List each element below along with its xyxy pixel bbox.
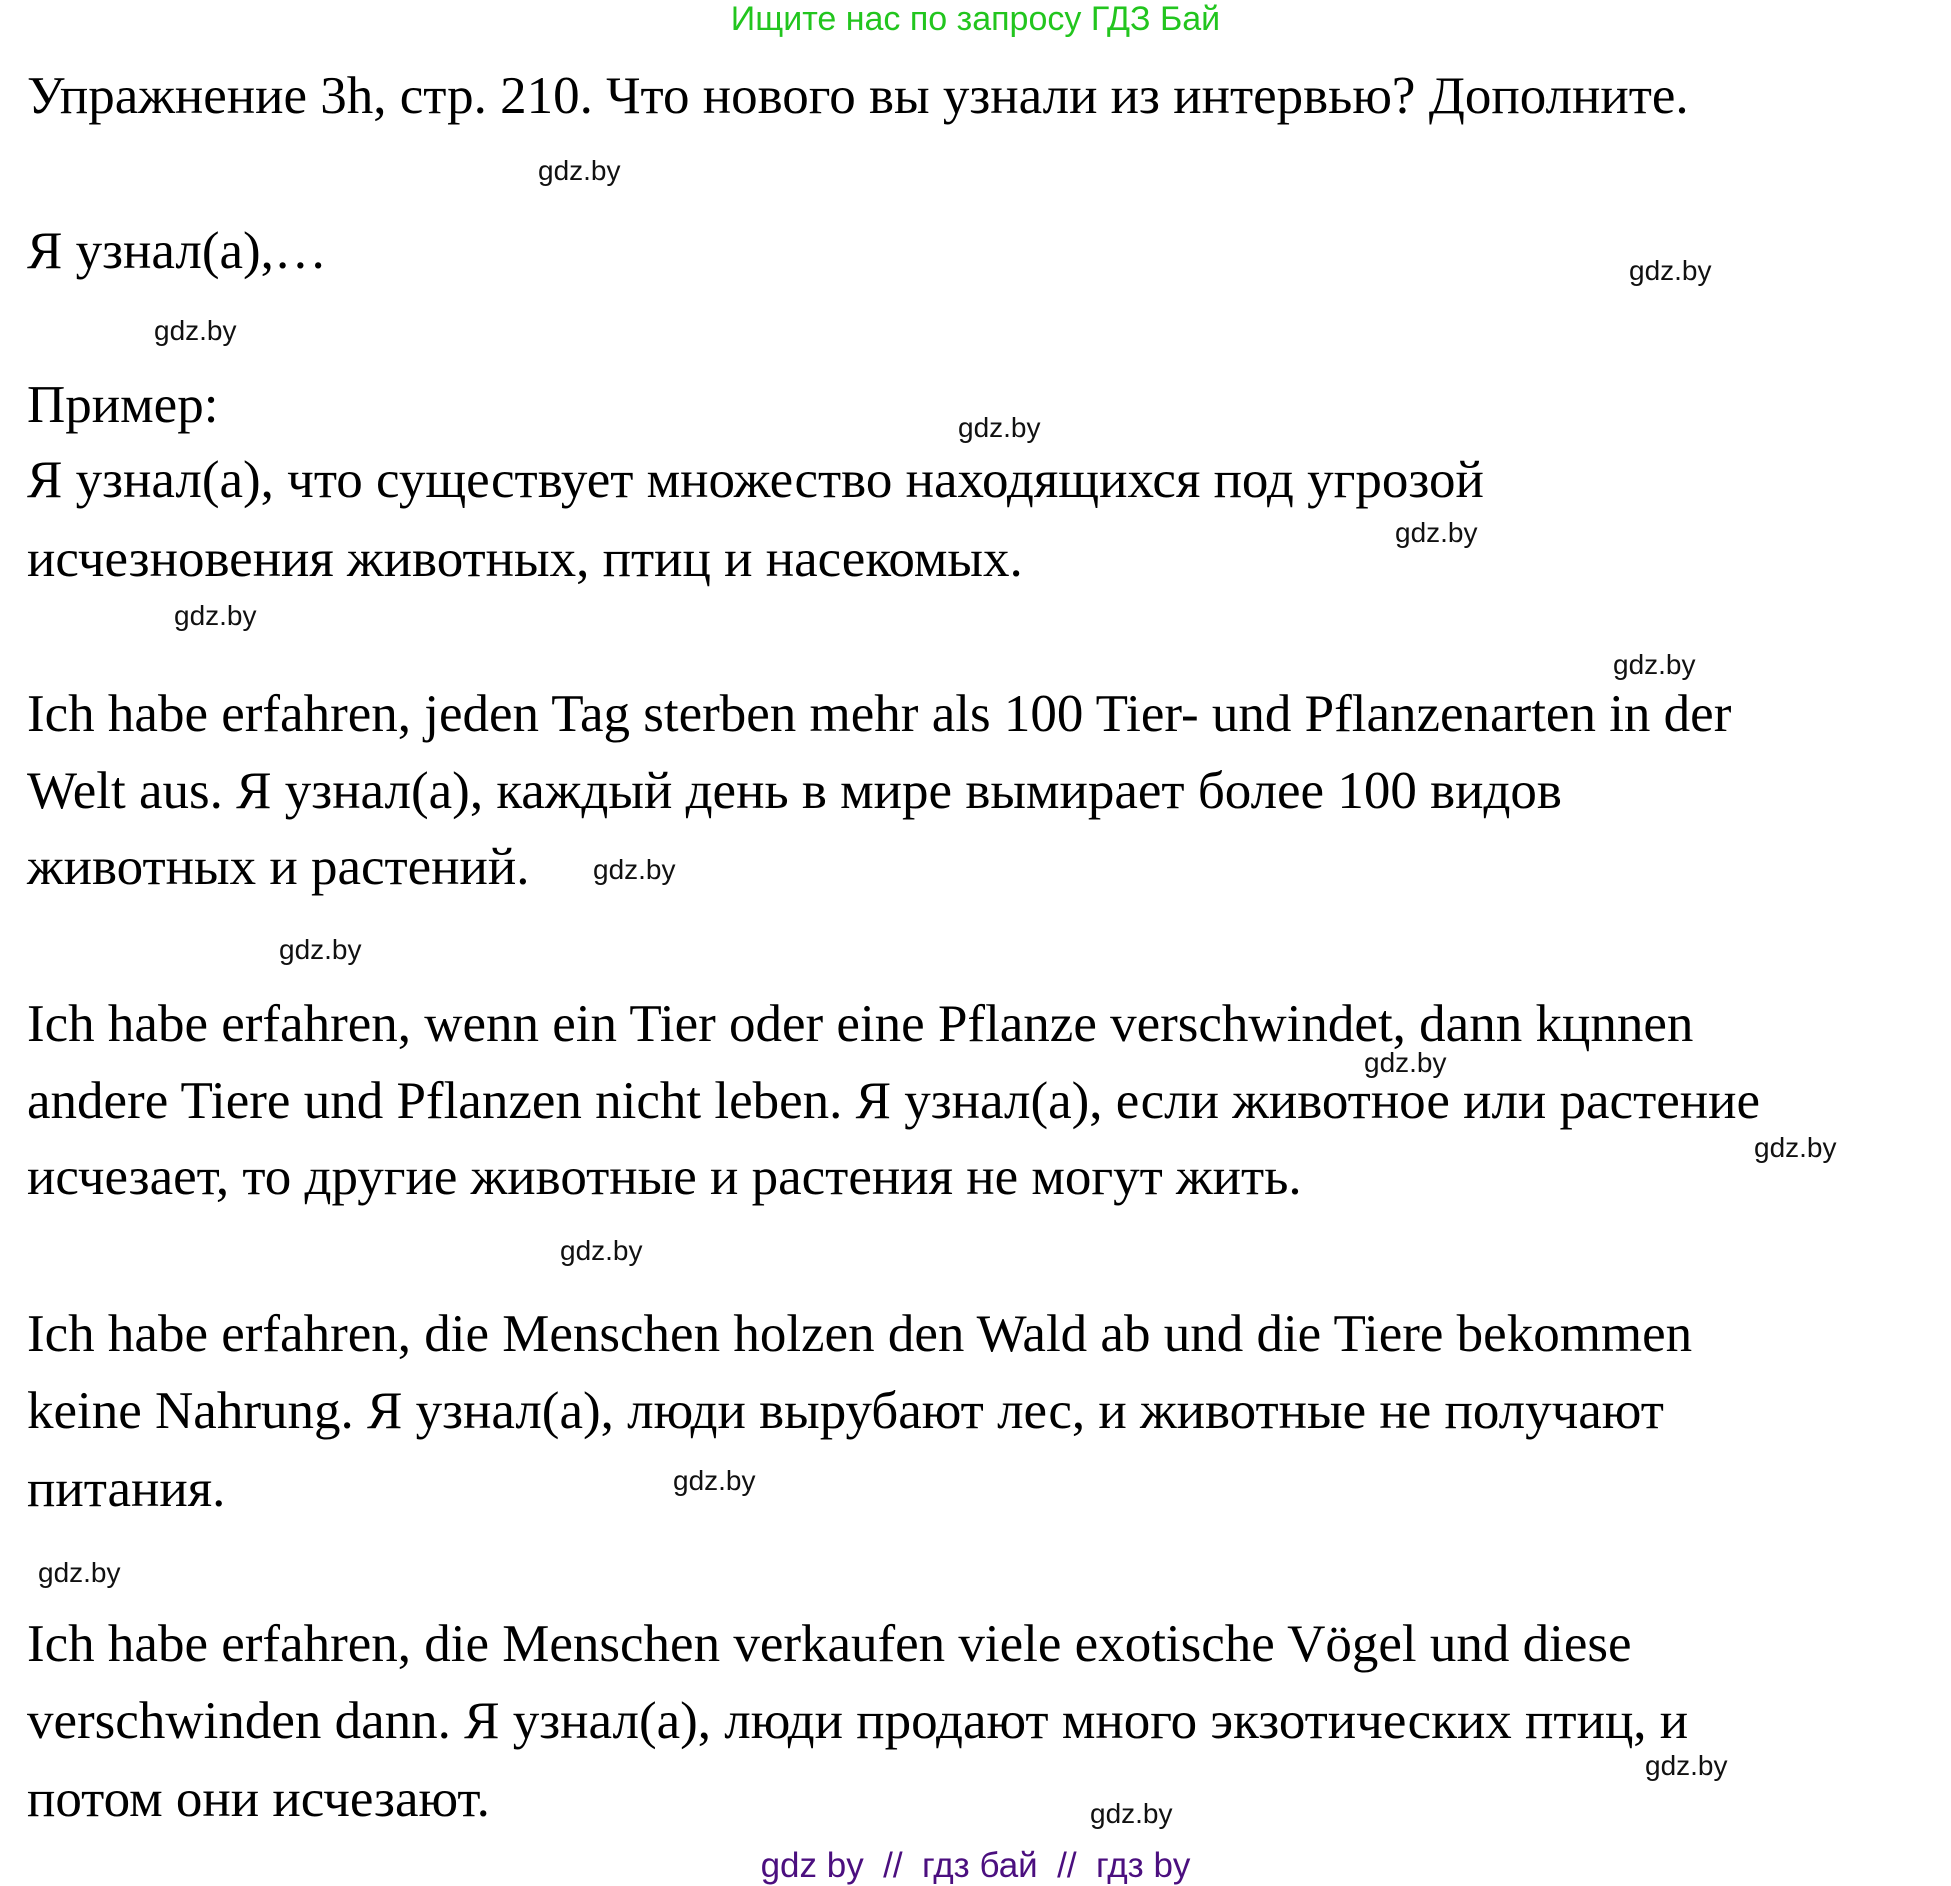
watermark-text: gdz.by (1754, 1132, 1837, 1163)
watermark-text: gdz.by (154, 315, 237, 346)
watermark-text: gdz.by (1395, 517, 1478, 548)
exercise-title: Упражнение 3h, стр. 210. Что нового вы узнали из интервью? Дополните. (27, 67, 1689, 125)
paragraph-line: Ich habe erfahren, wenn ein Tier oder eine Pflanze verschwindet, dann kцnnen (27, 995, 1694, 1053)
promo-header: Ищите нас по запросу ГДЗ Бай (730, 0, 1221, 38)
watermark-text: gdz.by (1613, 649, 1696, 680)
watermark-text: gdz.by (1629, 255, 1712, 286)
paragraph-line: животных и растений. (27, 838, 530, 896)
watermark-text: gdz.by (593, 854, 676, 885)
paragraph-line: питания. (27, 1460, 226, 1518)
paragraph-line: andere Tiere und Pflanzen nicht leben. Я узнал(а), если животное или растение (27, 1072, 1761, 1130)
watermark-text: gdz.by (1090, 1798, 1173, 1829)
paragraph-line: Ich habe erfahren, die Menschen verkaufen viele exotische Vögel und diese (27, 1615, 1632, 1673)
example-label: Пример: (27, 376, 219, 434)
watermark-text: gdz.by (38, 1557, 121, 1588)
watermark-text: gdz.by (673, 1465, 756, 1496)
watermark-text: gdz.by (538, 155, 621, 186)
watermark-text: gdz.by (1645, 1750, 1728, 1781)
paragraph-line: Ich habe erfahren, die Menschen holzen den Wald ab und die Tiere bekommen (27, 1305, 1693, 1363)
example-line: Я узнал(а), что существует множество находящихся под угрозой (27, 451, 1484, 509)
paragraph-line: потом они исчезают. (27, 1770, 490, 1828)
watermark-text: gdz.by (958, 412, 1041, 443)
watermark-text: gdz.by (560, 1235, 643, 1266)
watermark-text: gdz.by (174, 600, 257, 631)
paragraph-line: Welt aus. Я узнал(а), каждый день в мире вымирает более 100 видов (27, 762, 1562, 820)
paragraph-line: исчезает, то другие животные и растения не могут жить. (27, 1148, 1302, 1206)
example-line: исчезновения животных, птиц и насекомых. (27, 530, 1023, 588)
prompt-text: Я узнал(а),… (27, 222, 327, 280)
paragraph-line: Ich habe erfahren, jeden Tag sterben mehr als 100 Tier- und Pflanzenarten in der (27, 685, 1732, 743)
paragraph-line: verschwinden dann. Я узнал(а), люди продают много экзотических птиц, и (27, 1692, 1689, 1750)
watermark-text: gdz.by (1364, 1047, 1447, 1078)
footer-links: gdz by // гдз бай // гдз by (760, 1846, 1191, 1885)
watermark-text: gdz.by (279, 934, 362, 965)
paragraph-line: keine Nahrung. Я узнал(а), люди вырубают лес, и животные не получают (27, 1382, 1664, 1440)
